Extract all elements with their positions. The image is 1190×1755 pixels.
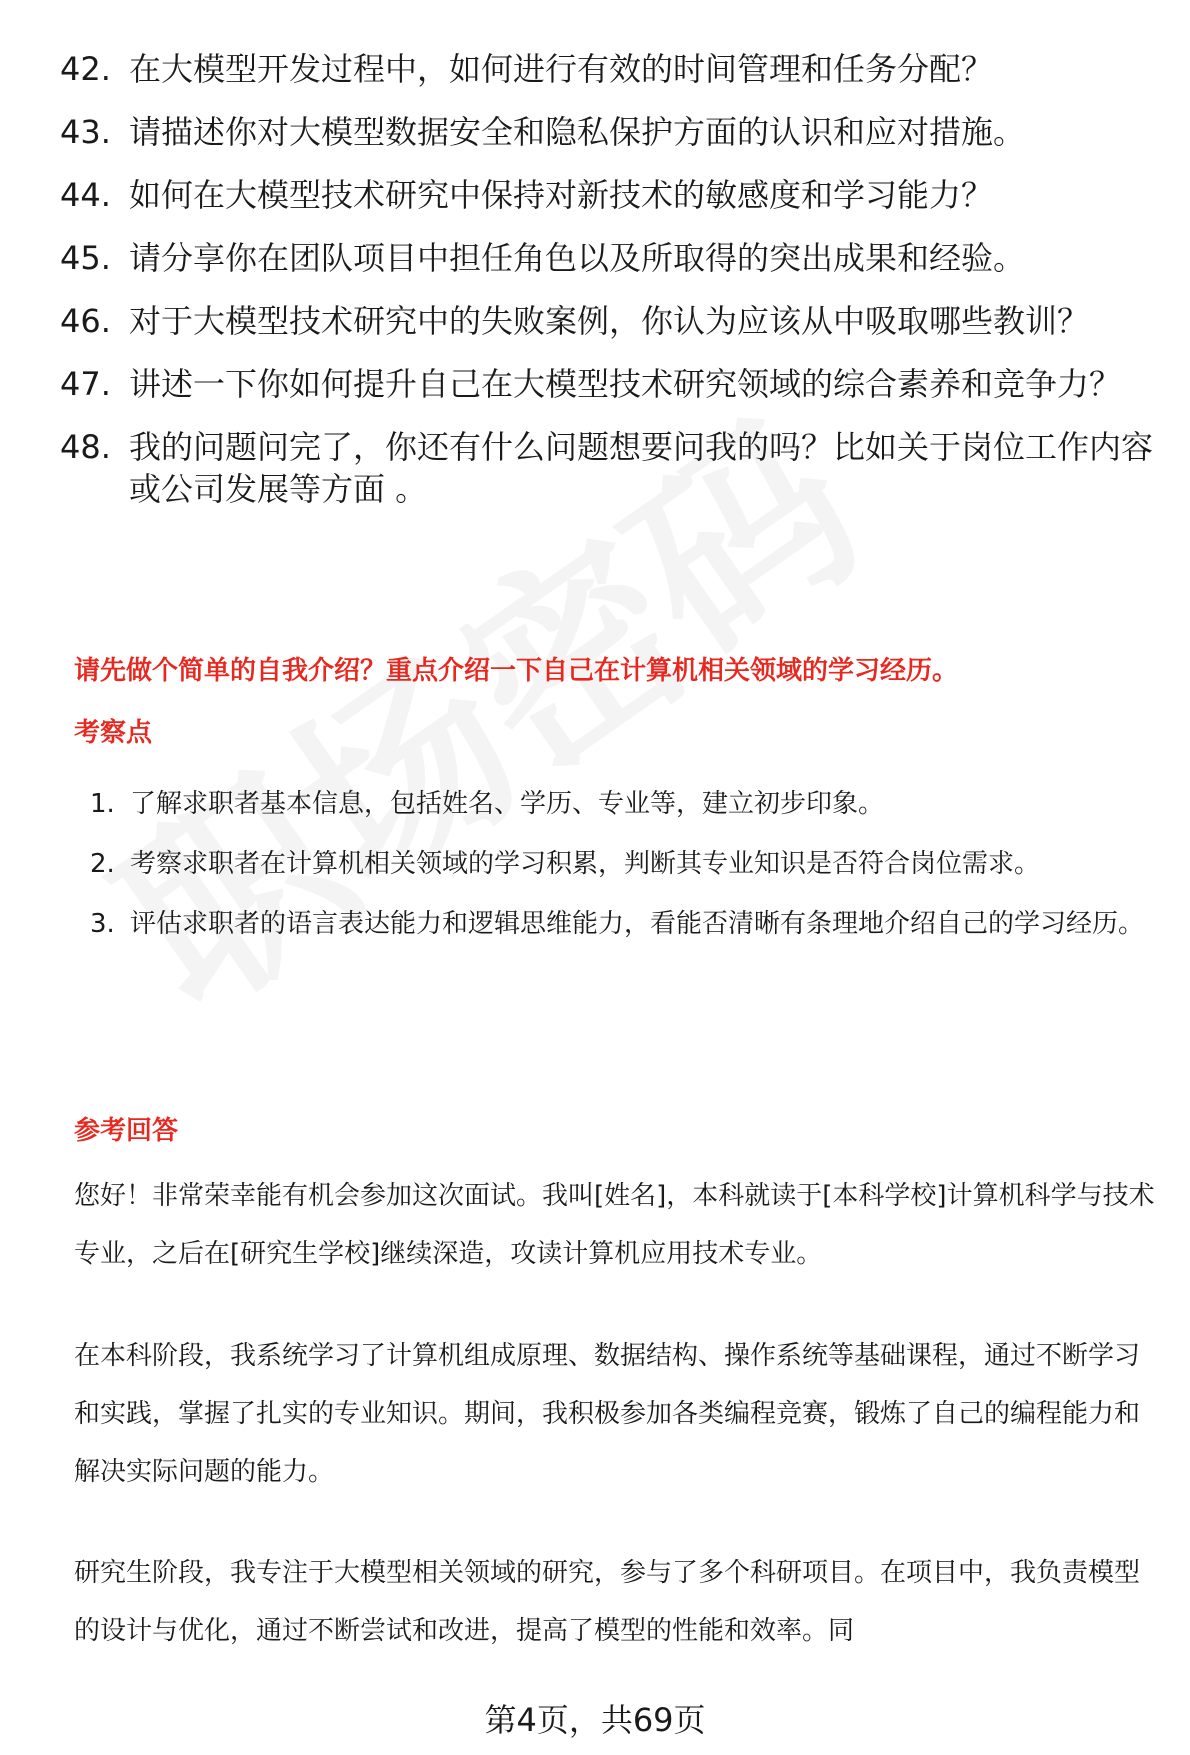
question-text: 请描述你对大模型数据安全和隐私保护方面的认识和应对措施。 <box>129 113 1026 151</box>
page-footer: 第4页，共69页 <box>484 1701 706 1739</box>
list-item <box>90 834 1150 894</box>
question-text: 在大模型开发过程中，如何进行有效的时间管理和任务分配？ <box>129 50 994 88</box>
list-item <box>60 48 1160 90</box>
question-list <box>60 48 1160 531</box>
question-text: 如何在大模型技术研究中保持对新技术的敏感度和学习能力？ <box>129 176 994 214</box>
question-text: 我的问题问完了，你还有什么问题想要问我的吗？比如关于岗位工作内容或公司发展等方面 。 <box>129 428 1154 508</box>
list-item <box>60 237 1160 279</box>
question-text: 对于大模型技术研究中的失败案例，你认为应该从中吸取哪些教训？ <box>129 302 1090 340</box>
list-item <box>60 300 1160 342</box>
point-number: 1. <box>90 789 115 819</box>
answer-paragraph: 研究生阶段，我专注于大模型相关领域的研究，参与了多个科研项目。在项目中，我负责模型的设计与优化，通过不断尝试和改进，提高了模型的性能和效率。同 <box>74 1558 1141 1646</box>
question-text: 请分享你在团队项目中担任角色以及所取得的突出成果和经验。 <box>129 239 1026 277</box>
question-number: 47. <box>60 365 111 403</box>
question-number: 46. <box>60 302 111 340</box>
question-number: 43. <box>60 113 111 151</box>
question-number: 45. <box>60 239 111 277</box>
exam-points-heading: 考察点 <box>74 718 153 748</box>
list-item <box>90 774 1150 834</box>
point-number: 3. <box>90 909 115 939</box>
list-item <box>60 363 1160 405</box>
list-item <box>60 426 1160 510</box>
section-question: 请先做个简单的自我介绍？重点介绍一下自己在计算机相关领域的学习经历。 <box>74 656 959 686</box>
list-item <box>60 111 1160 153</box>
answer-paragraph: 您好！非常荣幸能有机会参加这次面试。我叫[姓名]，本科就读于[本科学校]计算机科学与技术专业，之后在[研究生学校]继续深造，攻读计算机应用技术专业。 <box>74 1181 1155 1269</box>
point-text: 考察求职者在计算机相关领域的学习积累，判断其专业知识是否符合岗位需求。 <box>130 849 1041 879</box>
list-item <box>60 174 1160 216</box>
point-text: 了解求职者基本信息，包括姓名、学历、专业等，建立初步印象。 <box>130 789 885 819</box>
question-number: 42. <box>60 50 111 88</box>
question-number: 48. <box>60 428 111 466</box>
point-text: 评估求职者的语言表达能力和逻辑思维能力，看能否清晰有条理地介绍自己的学习经历。 <box>130 909 1145 939</box>
exam-points-list <box>90 774 1150 954</box>
question-text: 讲述一下你如何提升自己在大模型技术研究领域的综合素养和竞争力？ <box>129 365 1122 403</box>
question-number: 44. <box>60 176 111 214</box>
list-item <box>90 894 1150 954</box>
answer-heading: 参考回答 <box>74 1116 179 1146</box>
answer-paragraph: 在本科阶段，我系统学习了计算机组成原理、数据结构、操作系统等基础课程，通过不断学习和实践，掌握了扎实的专业知识。期间，我积极参加各类编程竞赛，锻炼了自己的编程能力和解决实际问题的能力。 <box>74 1341 1141 1487</box>
point-number: 2. <box>90 849 115 879</box>
